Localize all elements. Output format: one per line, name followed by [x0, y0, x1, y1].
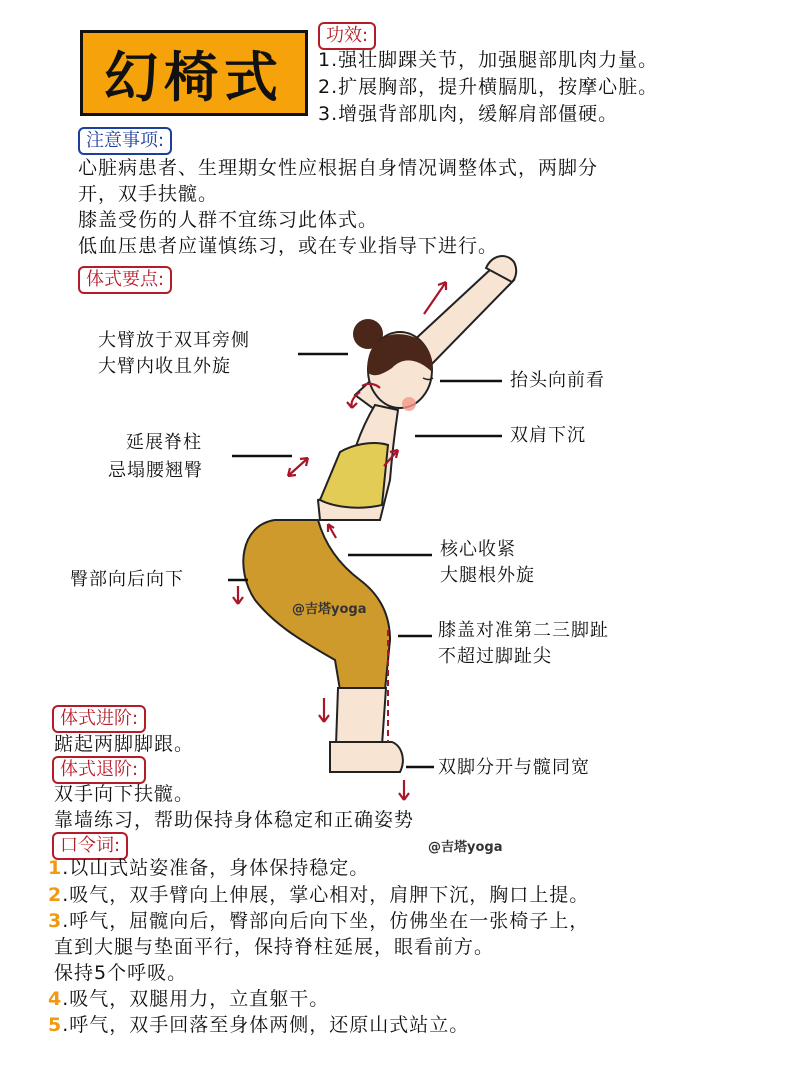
effect-item-2: 2.扩展胸部，提升横膈肌，按摩心脏。 — [318, 76, 659, 98]
cue-line — [48, 854, 369, 882]
label-hips: 臀部向后向下 — [70, 569, 184, 590]
title-box — [80, 30, 308, 116]
advance-text: 踮起两脚脚跟。 — [54, 733, 195, 755]
arrow-spine — [288, 458, 308, 476]
label-shoulders: 双肩下沉 — [510, 425, 586, 446]
effect-item-1: 1.强壮脚踝关节，加强腿部肌肉力量。 — [318, 49, 659, 71]
label-core-1: 核心收紧 — [440, 539, 516, 560]
label-spine-2: 忌塌腰翘臀 — [108, 460, 203, 481]
cue-number: 4 — [48, 988, 63, 1010]
watermark-1: @吉塔yoga — [292, 602, 367, 617]
label-feet: 双脚分开与髋同宽 — [438, 757, 590, 778]
cue-text: 直到大腿与垫面平行，保持脊柱延展，眼看前方。 — [54, 936, 495, 958]
cheek — [402, 397, 416, 411]
cue-number: 1 — [48, 857, 63, 879]
regress-tag: 体式退阶: — [52, 756, 146, 784]
sports-bra — [320, 443, 388, 508]
arrow-hips — [233, 586, 243, 604]
arrow-core — [328, 524, 336, 538]
label-core-2: 大腿根外旋 — [440, 565, 535, 586]
note-line-4: 低血压患者应谨慎练习，或在专业指导下进行。 — [78, 235, 499, 257]
cue-number: 2 — [48, 884, 63, 906]
cue-text: .呼气，双手回落至身体两侧，还原山式站立。 — [62, 1014, 470, 1036]
cues-tag: 口令词: — [52, 832, 128, 860]
effect-item-3: 3.增强背部肌肉，缓解肩部僵硬。 — [318, 103, 619, 125]
cue-number: 5 — [48, 1014, 63, 1036]
label-knees-2: 不超过脚趾尖 — [438, 646, 552, 667]
cue-number: 3 — [48, 910, 63, 932]
cue-line — [54, 933, 494, 961]
cue-line — [48, 907, 589, 935]
label-arms-1: 大臂放于双耳旁侧 — [98, 330, 250, 351]
cue-line — [54, 959, 187, 987]
cue-text: .吸气，双手臂向上伸展，掌心相对，肩胛下沉，胸口上提。 — [62, 884, 590, 906]
shins — [336, 688, 386, 745]
cue-line — [48, 985, 329, 1013]
arrow-calf — [319, 698, 329, 722]
arrow-feet — [399, 780, 409, 800]
cue-text: .吸气，双腿用力，立直躯干。 — [62, 988, 330, 1010]
feet — [330, 742, 403, 772]
label-head: 抬头向前看 — [510, 370, 605, 391]
arrow-rotation — [347, 392, 360, 408]
regress-line-1: 双手向下扶髋。 — [54, 783, 195, 805]
arrow-up-arms — [424, 282, 446, 314]
points-tag: 体式要点: — [78, 266, 172, 294]
cue-text: 保持5个呼吸。 — [54, 962, 188, 984]
cue-line — [48, 881, 589, 909]
cue-line — [48, 1011, 469, 1039]
cue-text: .呼气，屈髋向后，臀部向后向下坐，仿佛坐在一张椅子上， — [62, 910, 590, 932]
note-line-2: 开，双手扶髋。 — [78, 183, 219, 205]
regress-line-2: 靠墙练习，帮助保持身体稳定和正确姿势 — [54, 809, 415, 831]
notes-tag: 注意事项: — [78, 127, 172, 155]
label-knees-1: 膝盖对准第二三脚趾 — [438, 620, 609, 641]
watermark-2: @吉塔yoga — [428, 840, 503, 855]
label-arms-2: 大臂内收且外旋 — [98, 356, 231, 377]
cue-text: .以山式站姿准备，身体保持稳定。 — [62, 857, 370, 879]
note-line-3: 膝盖受伤的人群不宜练习此体式。 — [78, 209, 379, 231]
effects-tag: 功效: — [318, 22, 376, 50]
note-line-1: 心脏病患者、生理期女性应根据自身情况调整体式，两脚分 — [78, 157, 599, 179]
advance-tag: 体式进阶: — [52, 705, 146, 733]
page-title: 幻椅式 — [104, 44, 284, 109]
label-spine-1: 延展脊柱 — [126, 432, 202, 453]
